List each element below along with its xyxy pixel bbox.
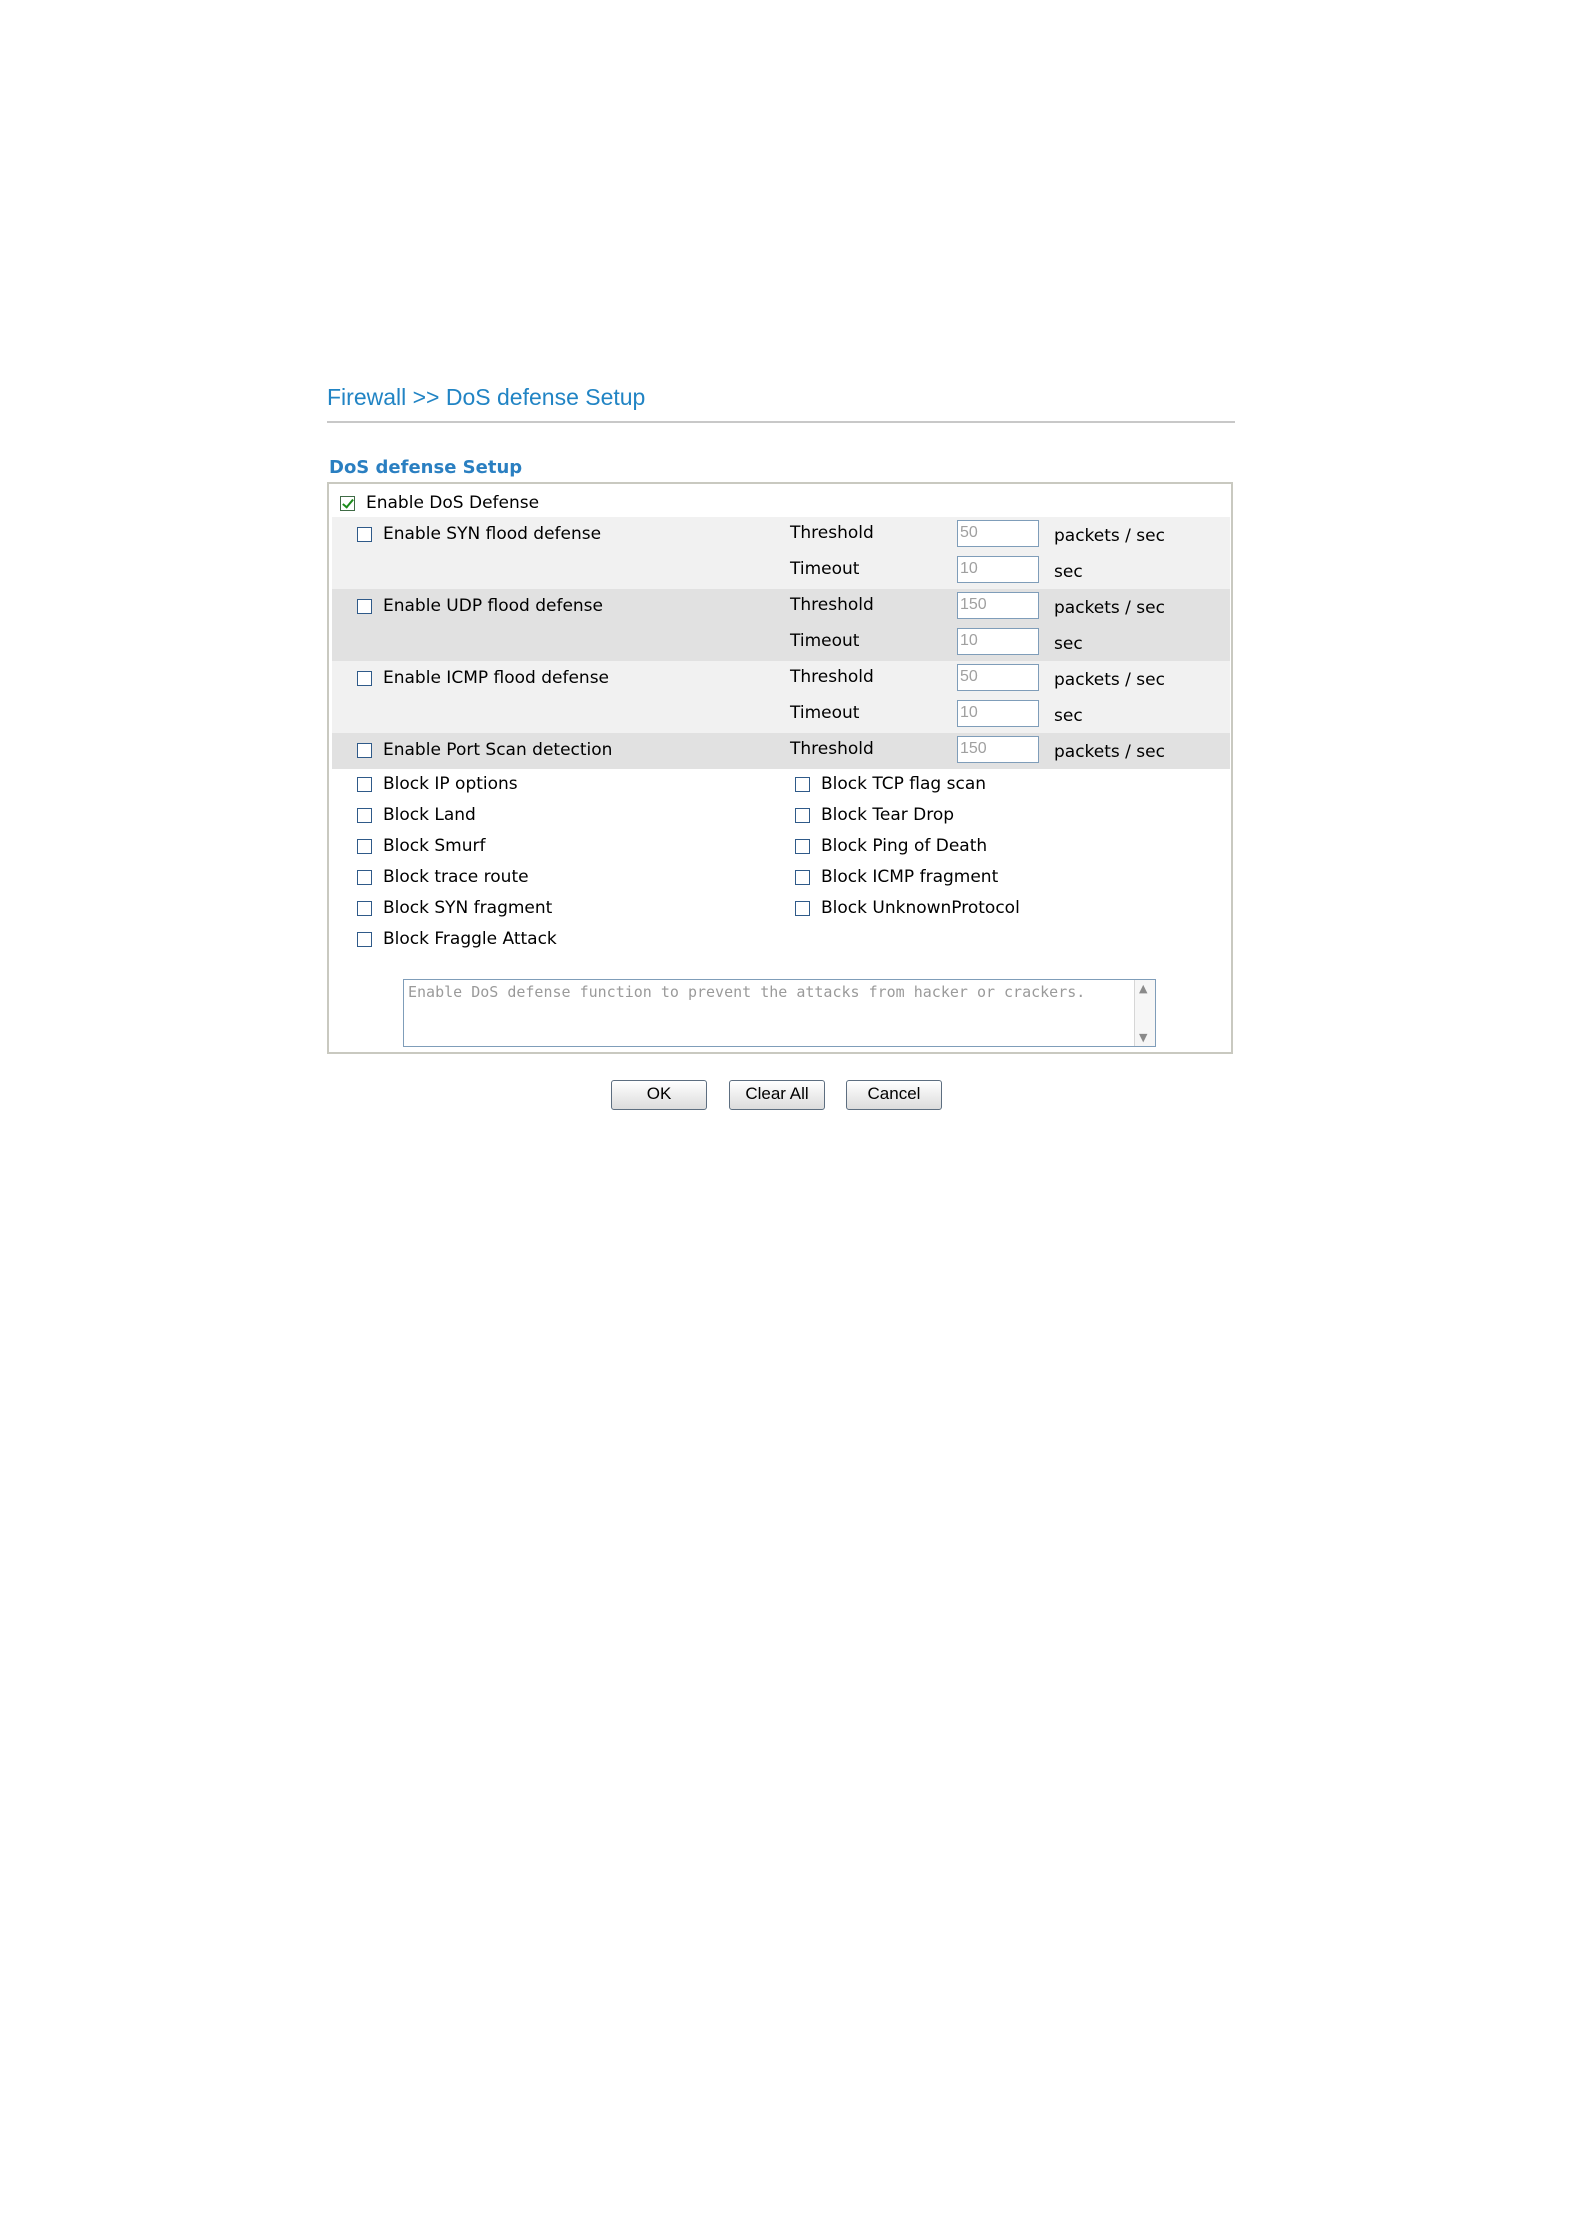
block-fraggle-attack-label: Block Fraggle Attack [383, 929, 557, 949]
block-fraggle-attack-checkbox[interactable] [357, 932, 372, 947]
port-scan-threshold-unit: packets / sec [1054, 742, 1165, 762]
enable-dos-label: Enable DoS Defense [366, 493, 540, 513]
block-syn-fragment-label: Block SYN fragment [383, 898, 553, 918]
section-title: DoS defense Setup [329, 457, 523, 478]
syn-threshold-input[interactable]: 50 [957, 520, 1039, 547]
block-tear-drop-checkbox[interactable] [795, 808, 810, 823]
block-syn-fragment-checkbox[interactable] [357, 901, 372, 916]
udp-timeout-label: Timeout [790, 631, 860, 651]
block-unknown-protocol-label: Block UnknownProtocol [821, 898, 1020, 918]
block-tear-drop-label: Block Tear Drop [821, 805, 955, 825]
udp-threshold-unit: packets / sec [1054, 598, 1165, 618]
port-scan-checkbox[interactable] [357, 743, 372, 758]
block-smurf-label: Block Smurf [383, 836, 486, 856]
block-trace-route-checkbox[interactable] [357, 870, 372, 885]
syn-timeout-input[interactable]: 10 [957, 556, 1039, 583]
syn-threshold-unit: packets / sec [1054, 526, 1165, 546]
icmp-flood-label: Enable ICMP flood defense [383, 668, 610, 688]
enable-dos-checkbox[interactable] [340, 496, 355, 511]
ok-button[interactable]: OK [611, 1080, 707, 1110]
block-ip-options-label: Block IP options [383, 774, 518, 794]
icmp-threshold-label: Threshold [790, 667, 874, 687]
port-scan-threshold-label: Threshold [790, 739, 874, 759]
port-scan-label: Enable Port Scan detection [383, 740, 613, 760]
icmp-threshold-input[interactable]: 50 [957, 664, 1039, 691]
block-icmp-fragment-label: Block ICMP fragment [821, 867, 999, 887]
block-smurf-checkbox[interactable] [357, 839, 372, 854]
scroll-up-icon[interactable]: ▲ [1139, 982, 1148, 995]
udp-threshold-label: Threshold [790, 595, 874, 615]
block-tcp-flag-scan-checkbox[interactable] [795, 777, 810, 792]
udp-timeout-input[interactable]: 10 [957, 628, 1039, 655]
udp-flood-checkbox[interactable] [357, 599, 372, 614]
page-title: Firewall >> DoS defense Setup [327, 384, 646, 410]
syn-flood-label: Enable SYN flood defense [383, 524, 602, 544]
icmp-timeout-input[interactable]: 10 [957, 700, 1039, 727]
block-icmp-fragment-checkbox[interactable] [795, 870, 810, 885]
cancel-button[interactable]: Cancel [846, 1080, 942, 1110]
syn-threshold-label: Threshold [790, 523, 874, 543]
block-ip-options-checkbox[interactable] [357, 777, 372, 792]
block-ping-of-death-label: Block Ping of Death [821, 836, 988, 856]
syn-flood-checkbox[interactable] [357, 527, 372, 542]
description-textarea[interactable] [403, 979, 1156, 1047]
icmp-timeout-unit: sec [1054, 706, 1083, 726]
block-ping-of-death-checkbox[interactable] [795, 839, 810, 854]
title-divider [327, 421, 1235, 423]
block-land-label: Block Land [383, 805, 476, 825]
udp-flood-label: Enable UDP flood defense [383, 596, 603, 616]
scrollbar[interactable] [1134, 980, 1155, 1046]
icmp-threshold-unit: packets / sec [1054, 670, 1165, 690]
udp-threshold-input[interactable]: 150 [957, 592, 1039, 619]
udp-timeout-unit: sec [1054, 634, 1083, 654]
block-trace-route-label: Block trace route [383, 867, 529, 887]
block-unknown-protocol-checkbox[interactable] [795, 901, 810, 916]
syn-timeout-unit: sec [1054, 562, 1083, 582]
block-land-checkbox[interactable] [357, 808, 372, 823]
icmp-timeout-label: Timeout [790, 703, 860, 723]
port-scan-threshold-input[interactable]: 150 [957, 736, 1039, 763]
scroll-down-icon[interactable]: ▼ [1139, 1031, 1148, 1044]
icmp-flood-checkbox[interactable] [357, 671, 372, 686]
clear-all-button[interactable]: Clear All [729, 1080, 825, 1110]
description-text: Enable DoS defense function to prevent the attacks from hacker or crackers. [408, 983, 1086, 1001]
syn-timeout-label: Timeout [790, 559, 860, 579]
block-tcp-flag-scan-label: Block TCP flag scan [821, 774, 987, 794]
